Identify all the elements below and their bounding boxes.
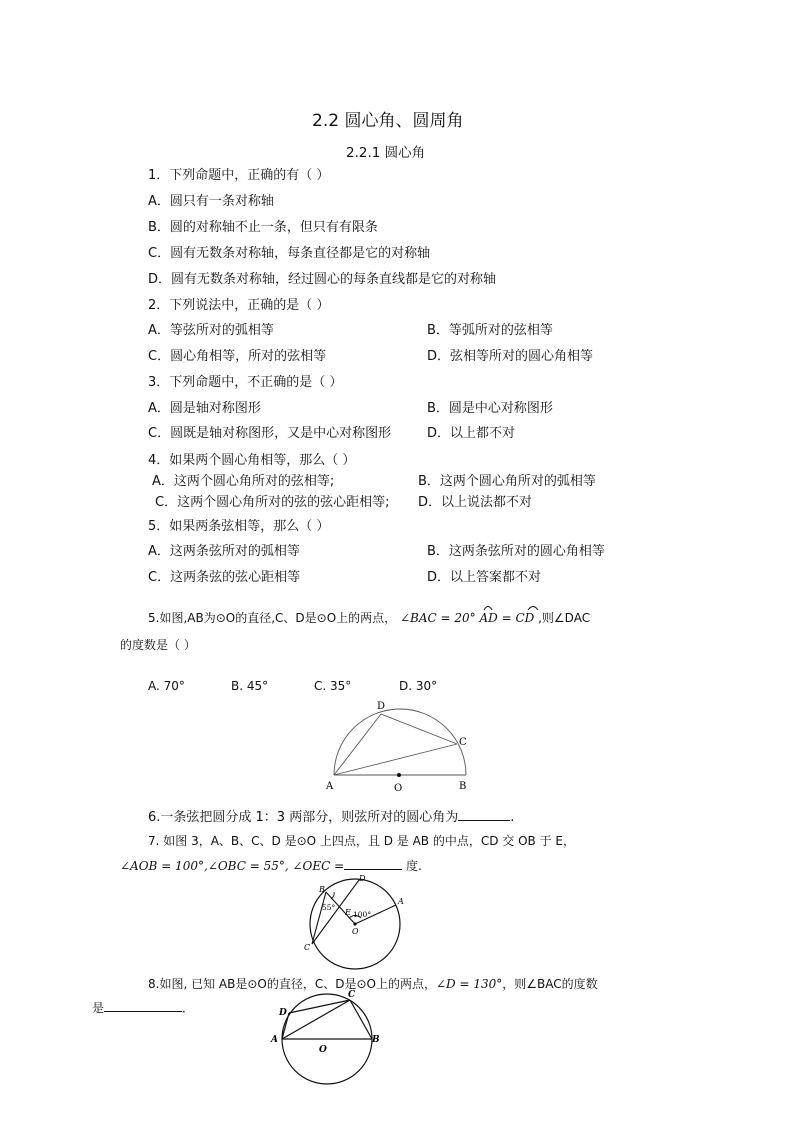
q6-answer-blank xyxy=(458,808,510,821)
q8-line2: 是 ． xyxy=(92,1001,195,1015)
q5b-line2: 的度数是（ ） xyxy=(120,638,196,652)
q2-option-d: D．弦相等所对的圆心角相等 xyxy=(427,349,594,364)
label-c: C xyxy=(348,990,356,1000)
q1-stem: 1．下列命题中，正确的有（ ） xyxy=(148,168,330,183)
q8-line1: 8.如图, 已知 AB是⊙O的直径，C、D是⊙O上的两点，∠D = 130°，则∠BAC的度数 xyxy=(148,977,598,991)
q3-stem: 3．下列命题中，不正确的是（ ） xyxy=(148,375,343,390)
label-d: D xyxy=(279,1008,287,1018)
angle-55-label: 55° xyxy=(322,903,336,912)
q2-option-c: C．圆心角相等，所对的弦相等 xyxy=(148,349,327,364)
q3-option-a: A．圆是轴对称图形 xyxy=(148,401,261,416)
q8-answer-blank xyxy=(104,999,182,1012)
label-b: B xyxy=(372,1035,380,1045)
q5b-line1: 5.如图,AB为⊙O的直径,C、D是⊙O上的两点， ∠BAC = 20° AD = CD ,则∠DAC xyxy=(148,609,590,626)
q8-circle-figure xyxy=(268,985,386,1090)
label-e: E xyxy=(345,908,351,917)
q1-option-c: C．圆有无数条对称轴，每条直径都是它的对称轴 xyxy=(148,246,431,261)
label-b: B xyxy=(459,781,467,792)
q3-option-c: C．圆既是轴对称图形，又是中心对称图形 xyxy=(148,426,392,441)
section-subtitle: 2.2.1 圆心角 xyxy=(346,145,426,161)
q5b-option-c: C. 35° xyxy=(314,679,352,693)
q4-option-a: A．这两个圆心角所对的弦相等; xyxy=(152,474,335,489)
label-o: O xyxy=(319,1045,327,1055)
q5-option-b: B．这两条弦所对的圆心角相等 xyxy=(427,544,605,559)
label-b: B xyxy=(319,885,325,894)
q7-line2: ∠AOB = 100°,∠OBC = 55°, ∠OEC = 度. xyxy=(120,859,422,873)
label-d: D xyxy=(377,701,386,712)
label-c: C xyxy=(304,943,311,952)
page-title: 2.2 圆心角、圆周角 xyxy=(312,111,464,131)
q5b-option-b: B. 45° xyxy=(231,679,269,693)
q2-option-b: B．等弧所对的弦相等 xyxy=(427,323,553,338)
q3-option-d: D．以上都不对 xyxy=(427,426,516,441)
q5b-arc-equality: AD = CD xyxy=(479,611,538,625)
q5-option-d: D．以上答案都不对 xyxy=(427,570,542,585)
q5b-angle: ∠BAC = 20° xyxy=(399,611,476,625)
q4-option-d: D．以上说法都不对 xyxy=(418,495,533,510)
label-a: A xyxy=(271,1035,278,1045)
q5-option-a: A．这两条弦所对的弧相等 xyxy=(148,544,300,559)
arc-symbol-icon xyxy=(479,602,559,612)
q4-option-b: B．这两个圆心角所对的弧相等 xyxy=(418,474,596,489)
q1-option-d: D．圆有无数条对称轴，经过圆心的每条直线都是它的对称轴 xyxy=(148,272,497,287)
label-d: D xyxy=(359,874,366,883)
q2-option-a: A．等弦所对的弧相等 xyxy=(148,323,274,338)
q5b-semicircle-figure xyxy=(320,695,480,795)
q7-answer-blank xyxy=(344,857,402,870)
q5-option-c: C．这两条弦的弦心距相等 xyxy=(148,570,301,585)
q4-stem: 4．如果两个圆心角相等，那么（ ） xyxy=(148,453,356,468)
label-a: A xyxy=(398,897,404,906)
angle-100-label: 100° xyxy=(353,910,372,919)
label-c: C xyxy=(459,737,467,748)
q5-stem: 5．如果两条弦相等，那么（ ） xyxy=(148,519,330,534)
q5b-option-d: D. 30° xyxy=(399,679,438,693)
q7-line1: 7. 如图 3，A、B、C、D 是⊙O 上四点，且 D 是 AB 的中点，CD 交 OB 于 E， xyxy=(148,834,575,848)
q7-circle-figure xyxy=(300,872,410,972)
q1-option-a: A．圆只有一条对称轴 xyxy=(148,194,274,209)
q3-option-b: B．圆是中心对称图形 xyxy=(427,401,553,416)
label-o: O xyxy=(394,783,403,794)
label-o: O xyxy=(352,927,359,936)
q6-text: 6.一条弦把圆分成 1：3 两部分，则弦所对的圆心角为 . xyxy=(148,810,515,825)
q1-option-b: B．圆的对称轴不止一条，但只有有限条 xyxy=(148,220,378,235)
q2-stem: 2．下列说法中，正确的是（ ） xyxy=(148,298,330,313)
q5b-option-a: A. 70° xyxy=(148,679,185,693)
label-a: A xyxy=(326,781,334,792)
q4-option-c: C．这两个圆心角所对的弦的弦心距相等; xyxy=(155,495,390,510)
